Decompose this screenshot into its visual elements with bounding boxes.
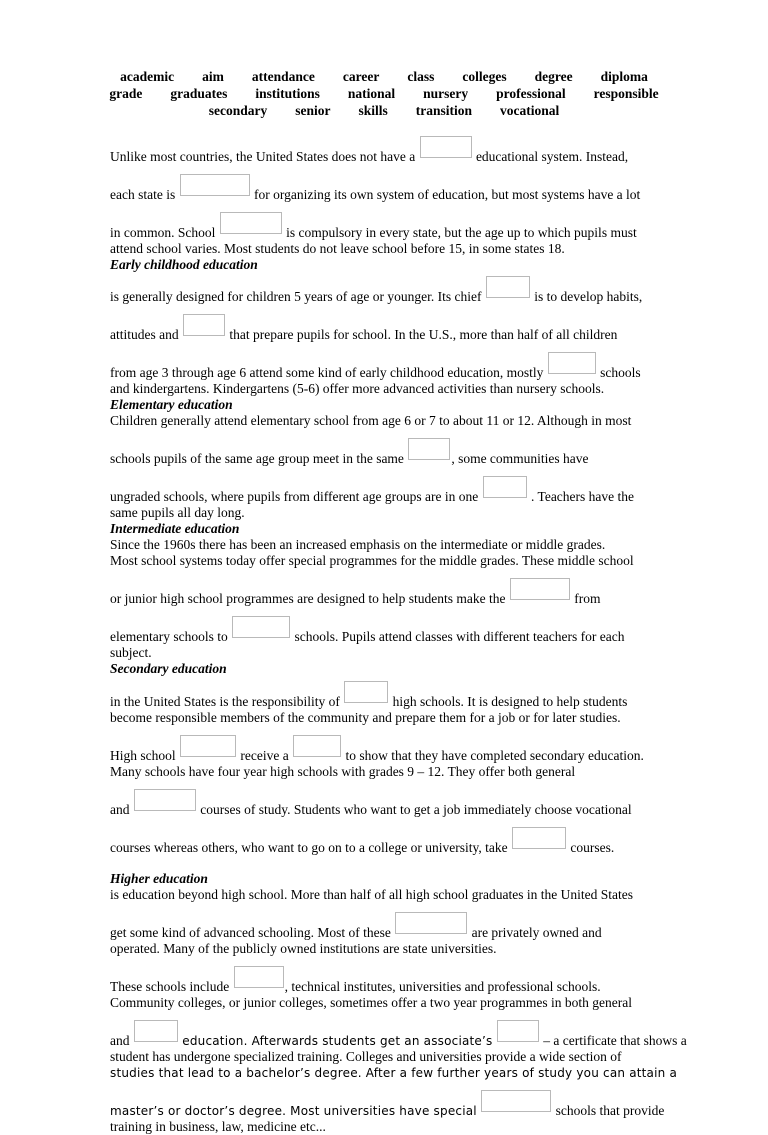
text: schools. Pupils attend classes with different teachers for each <box>294 629 625 644</box>
intermediate-paragraph <box>110 537 710 661</box>
text: become responsible members of the community and prepare them for a job or for later studies. <box>110 710 621 725</box>
section-heading-elementary: Elementary education <box>110 397 233 412</box>
text: High school <box>110 748 176 763</box>
answer-blank-2[interactable] <box>180 174 250 196</box>
text: training in business, law, medicine etc... <box>110 1119 326 1134</box>
text: is to develop habits, <box>534 289 643 304</box>
word-bank-item: degree <box>534 69 573 84</box>
text: schools <box>600 365 641 380</box>
answer-blank-15[interactable] <box>512 827 566 849</box>
answer-blank-16[interactable] <box>395 912 467 934</box>
answer-blank-7[interactable] <box>408 438 450 460</box>
text: attend school varies. Most students do not leave school before 15, in some states 18. <box>110 241 565 256</box>
text: attitudes and <box>110 327 179 342</box>
text: or junior high school programmes are designed to help students make the <box>110 591 506 606</box>
answer-blank-13[interactable] <box>293 735 341 757</box>
text: studies that lead to a bachelor’s degree. After a few further years of study you can attain a <box>110 1066 678 1080</box>
text: get some kind of advanced schooling. Most of these <box>110 925 391 940</box>
text: Since the 1960s there has been an increased emphasis on the intermediate or middle grades. <box>110 537 606 552</box>
text: courses. <box>570 840 615 855</box>
word-bank-item: grade <box>109 86 143 101</box>
word-bank-item: class <box>407 69 435 84</box>
text: to show that they have completed secondary education. <box>345 748 644 763</box>
word-bank-item: national <box>347 86 396 101</box>
text: , technical institutes, universities and professional schools. <box>284 979 601 994</box>
text: schools pupils of the same age group meet in the same <box>110 451 404 466</box>
text: is education beyond high school. More than half of all high school graduates in the United States <box>110 887 634 902</box>
secondary-paragraph <box>110 681 710 856</box>
text: schools that provide <box>555 1103 665 1118</box>
word-bank-item: diploma <box>600 69 648 84</box>
word-bank-item: institutions <box>255 86 320 101</box>
text: master’s or doctor’s degree. Most universities have special <box>110 1104 477 1118</box>
section-heading-intermediate: Intermediate education <box>110 521 240 536</box>
section-heading-secondary: Secondary education <box>110 661 227 676</box>
answer-blank-5[interactable] <box>183 314 225 336</box>
word-bank-row <box>60 68 708 85</box>
word-bank-item: graduates <box>170 86 228 101</box>
answer-blank-17[interactable] <box>234 966 284 988</box>
text: elementary schools to <box>110 629 228 644</box>
text: is generally designed for children 5 years of age or younger. Its chief <box>110 289 482 304</box>
text: is compulsory in every state, but the age up to which pupils must <box>286 225 637 240</box>
text: for organizing its own system of education, but most systems have a lot <box>253 187 641 202</box>
text: Community colleges, or junior colleges, sometimes offer a two year programmes in both general <box>110 995 632 1010</box>
text: ungraded schools, where pupils from different age groups are in one <box>110 489 479 504</box>
text: same pupils all day long. <box>110 505 245 520</box>
text: courses whereas others, who want to go on to a college or university, take <box>110 840 508 855</box>
answer-blank-12[interactable] <box>180 735 236 757</box>
answer-blank-9[interactable] <box>510 578 570 600</box>
text: student has undergone specialized training. Colleges and universities provide a wide section of <box>110 1049 622 1064</box>
early-paragraph <box>110 276 710 397</box>
passage <box>110 136 710 1135</box>
answer-blank-14[interactable] <box>134 789 196 811</box>
text: Most school systems today offer special programmes for the middle grades. These middle school <box>110 553 634 568</box>
text: and <box>110 802 130 817</box>
text: . Teachers have the <box>531 489 635 504</box>
word-bank-item: transition <box>415 103 473 118</box>
word-bank-item: colleges <box>462 69 507 84</box>
answer-blank-3[interactable] <box>220 212 282 234</box>
text: high schools. It is designed to help students <box>392 694 628 709</box>
word-bank-item: nursery <box>423 86 469 101</box>
text: in common. School <box>110 225 216 240</box>
text: education. Afterwards students get an associate’s <box>182 1034 493 1048</box>
word-bank <box>60 68 708 119</box>
word-bank-item: aim <box>202 69 224 84</box>
elementary-paragraph <box>110 413 710 521</box>
text: Many schools have four year high schools with grades 9 – 12. They offer both general <box>110 764 576 779</box>
intro-paragraph <box>110 136 710 257</box>
word-bank-row <box>60 102 708 119</box>
text: Children generally attend elementary school from age 6 or 7 to about 11 or 12. Although in most <box>110 413 632 428</box>
word-bank-item: skills <box>358 103 388 118</box>
section-heading-early: Early childhood education <box>110 257 258 272</box>
text: – a certificate that shows a <box>543 1033 687 1048</box>
text: are privately owned and <box>471 925 602 940</box>
text: These schools include <box>110 979 230 994</box>
answer-blank-11[interactable] <box>344 681 388 703</box>
word-bank-item: academic <box>120 69 175 84</box>
word-bank-item: attendance <box>251 69 315 84</box>
text: subject. <box>110 645 152 660</box>
text: receive a <box>240 748 289 763</box>
section-heading-higher: Higher education <box>110 871 208 886</box>
text: each state is <box>110 187 176 202</box>
word-bank-item: professional <box>496 86 566 101</box>
word-bank-row <box>60 85 708 102</box>
answer-blank-4[interactable] <box>486 276 530 298</box>
text: from <box>574 591 601 606</box>
answer-blank-18[interactable] <box>134 1020 178 1042</box>
text: educational system. Instead, <box>475 149 629 164</box>
answer-blank-1[interactable] <box>420 136 472 158</box>
text: from age 3 through age 6 attend some kind of early childhood education, mostly <box>110 365 544 380</box>
text: in the United States is the responsibility of <box>110 694 340 709</box>
answer-blank-6[interactable] <box>548 352 596 374</box>
word-bank-item: career <box>342 69 380 84</box>
answer-blank-20[interactable] <box>481 1090 551 1112</box>
answer-blank-19[interactable] <box>497 1020 539 1042</box>
answer-blank-8[interactable] <box>483 476 527 498</box>
answer-blank-10[interactable] <box>232 616 290 638</box>
text: and <box>110 1033 130 1048</box>
word-bank-item: responsible <box>593 86 659 101</box>
text: operated. Many of the publicly owned institutions are state universities. <box>110 941 497 956</box>
word-bank-item: senior <box>295 103 331 118</box>
higher-paragraph <box>110 887 710 1135</box>
text: that prepare pupils for school. In the U.S., more than half of all children <box>229 327 618 342</box>
text: courses of study. Students who want to get a job immediately choose vocational <box>200 802 632 817</box>
text: , some communities have <box>451 451 589 466</box>
text: Unlike most countries, the United States does not have a <box>110 149 416 164</box>
word-bank-item: vocational <box>500 103 560 118</box>
text: and kindergartens. Kindergartens (5-6) offer more advanced activities than nursery schools. <box>110 381 605 396</box>
word-bank-item: secondary <box>208 103 268 118</box>
